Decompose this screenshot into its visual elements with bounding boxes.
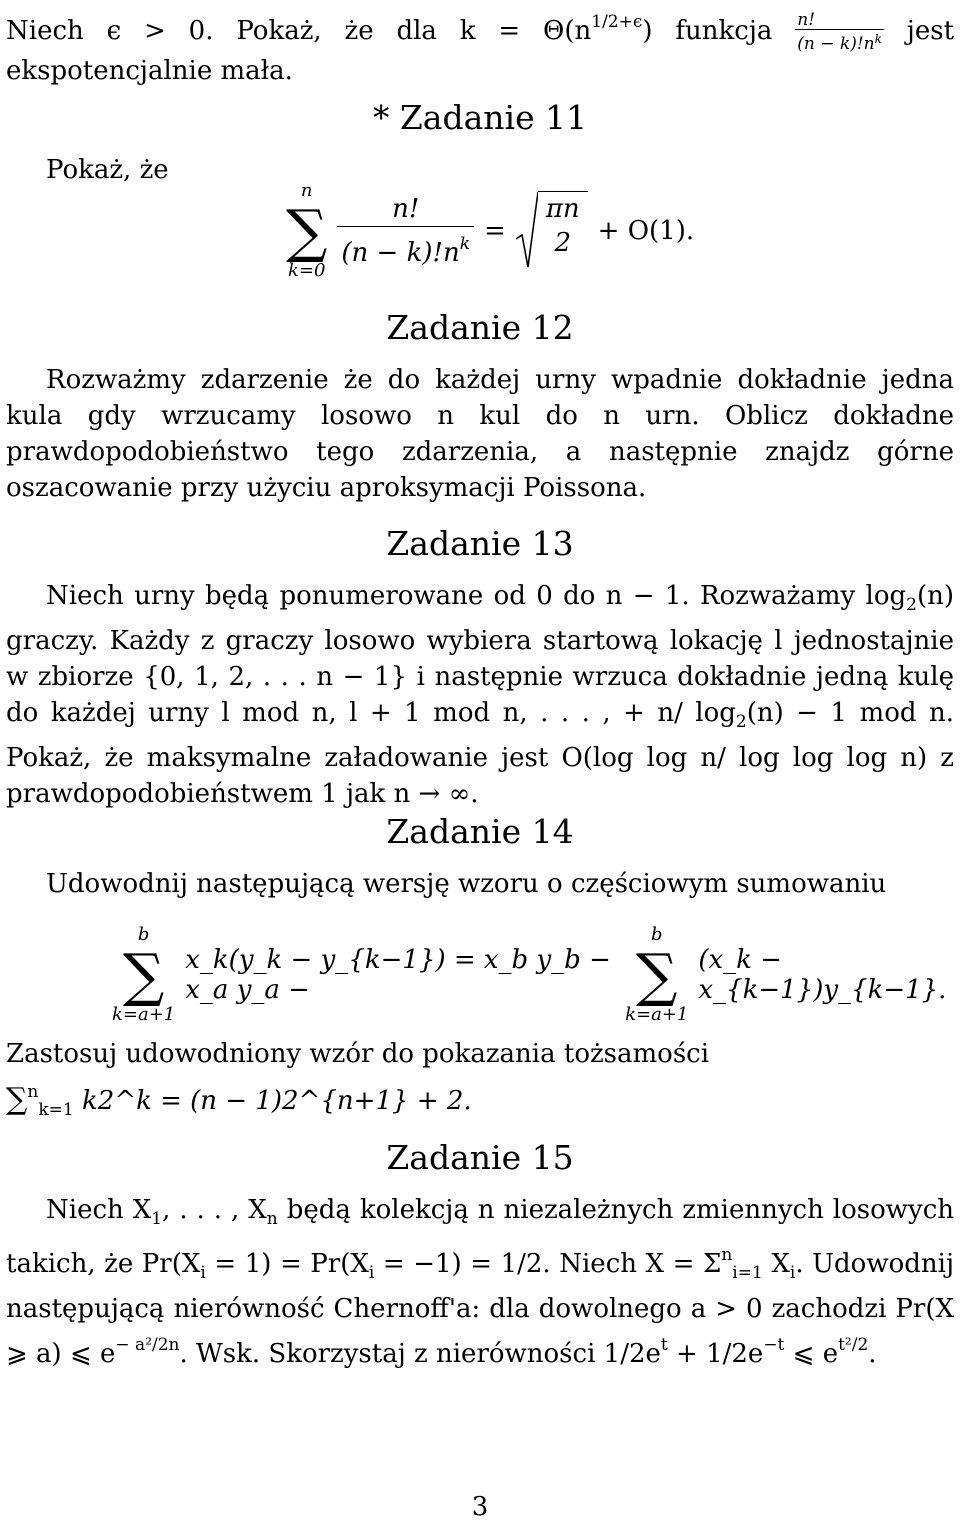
- zadanie-15-heading: Zadanie 15: [386, 1138, 574, 1177]
- zadanie-11-heading: * Zadanie 11: [372, 98, 588, 137]
- zadanie-13-heading: Zadanie 13: [386, 524, 574, 563]
- zadanie-14-equation: b ∑ k=a+1 x_k(y_k − y_{k−1}) = x_b y_b − x_a y_a − b ∑ k=a+1 (x_k − x_{k−1})y_{k−1}.: [112, 924, 947, 1025]
- zadanie-12-body: Rozważmy zdarzenie że do każdej urny wpadnie dokładnie jedna kula gdy wrzucamy losowo n kul do n urn. Oblicz dokładne prawdopodobieństwo tego zdarzenia, a następnie znajdz górne oszacowanie przy użyciu aproksymacji Poissona.: [6, 365, 954, 503]
- sqrt-expression: πn 2: [516, 191, 588, 271]
- zadanie-15-body: Niech $X_1$, . . . , $X_n$ będą kolekcją n niezależnych zmiennych losowych takich, że $Pr(X_i = 1) = Pr(X_i = -1) = 1/2$. Niech $X = \Sigma^n_{i=1}$ $X_i$. Udowodnij następującą nierówność Chernoff'a: dla dowolnego a > 0 zachodzi Pr(X ⩾ a) ⩽ $e^{- a^2/2n}$. Wsk. Skorzystaj z nierówności $1/2e^t + 1/2e^{-t}$ ⩽ $e^{t^2/2}$.: [6, 1195, 955, 1369]
- sum-symbol: n ∑ k=0: [286, 180, 328, 281]
- zadanie-11-fraction: $\frac{n!}{(n - k)!n^k}$: [337, 192, 474, 270]
- zadanie-11-lead: Pokaż, że: [46, 155, 169, 185]
- sum-symbol-right: b ∑ k=a+1: [625, 924, 689, 1025]
- zadanie-14-apply: Zastosuj udowodniony wzór do pokazania tożsamości: [6, 1039, 710, 1069]
- zadanie-14-heading: Zadanie 14: [386, 812, 574, 851]
- zadanie-14-identity: ∑$^n_{k=1}$ k2^k = (n − 1)2^{n+1} + 2.: [6, 1082, 472, 1120]
- zadanie-14-lead: Udowodnij następującą wersję wzoru o częściowym sumowaniu: [46, 869, 887, 899]
- sum-symbol-left: b ∑ k=a+1: [112, 924, 176, 1025]
- page-number: 3: [471, 1492, 489, 1522]
- intro-paragraph: Niech ϵ > 0. Pokaż, że dla $k = \Theta(n^{1/2+\epsilon})$ funkcja $\frac{n!}{(n - k)!n^k}$ jest ekspotencjalnie mała.: [6, 10, 955, 86]
- intro-fraction: $\frac{n!}{(n - k)!n^k}$: [797, 10, 882, 54]
- zadanie-12-heading: Zadanie 12: [386, 308, 574, 347]
- zadanie-13-body: Niech urny będą ponumerowane od 0 do n − 1. Rozważamy $\log_2(n)$ graczy. Każdy z graczy losowo wybiera startową lokację l jednostajnie w zbiorze {0, 1, 2, . . . n − 1} i następnie wrzuca dokładnie jedną kulę do każdej urny l mod n, l + 1 mod n, . . . , + n/ $\log_2(n) - 1$ mod n. Pokaż, że maksymalne załadowanie jest O(log log n/ log log log n) z prawdopodobieństwem 1 jak n → ∞.: [6, 581, 954, 809]
- zadanie-11-equation: n ∑ k=0 $\frac{n!}{(n - k)!n^k}$ = πn 2 + O(1).: [286, 180, 695, 281]
